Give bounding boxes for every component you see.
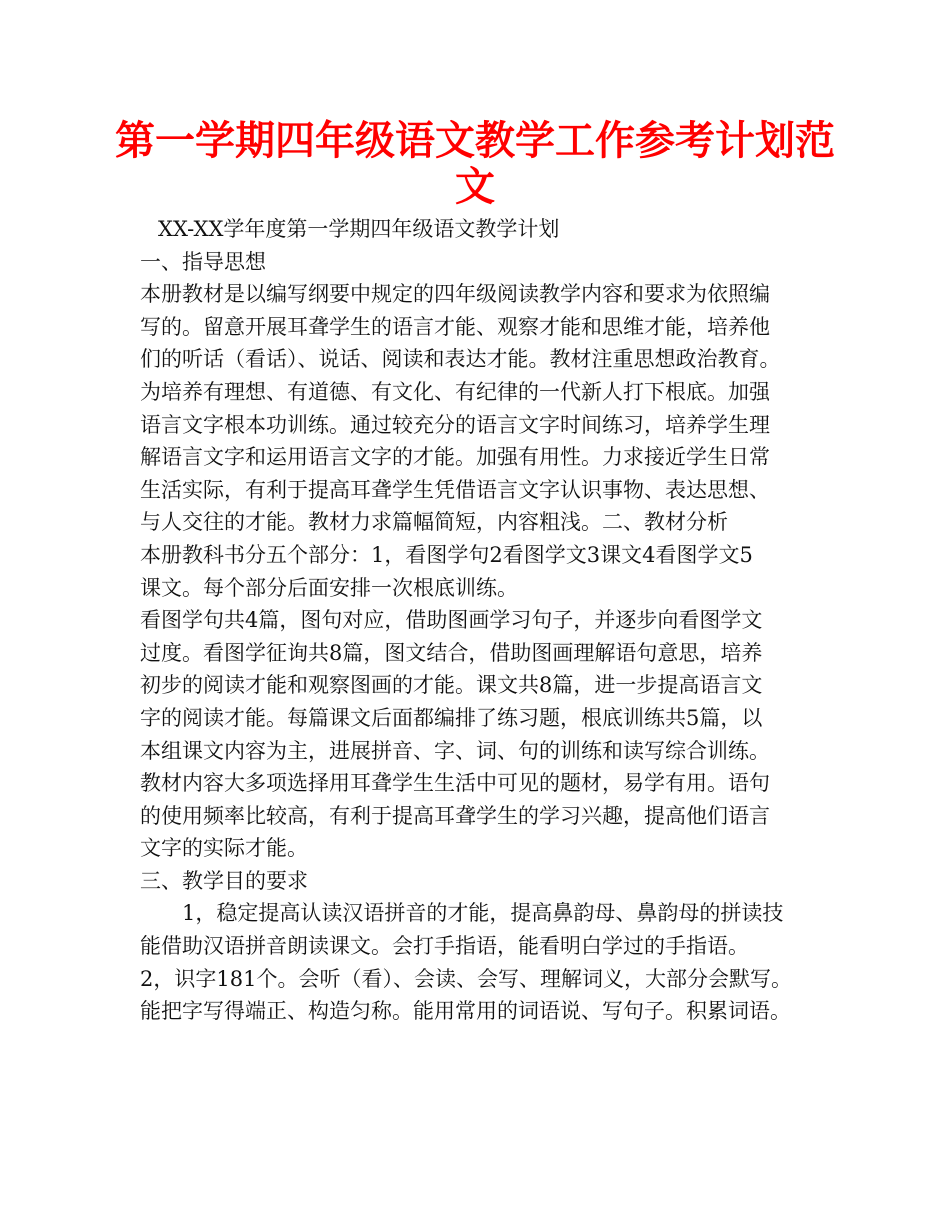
paragraph-line: 字的阅读才能。每篇课文后面都编排了练习题，根底训练共5篇，以 <box>140 705 763 730</box>
paragraph-line: 课文。每个部分后面安排一次根底训练。 <box>140 575 518 600</box>
paragraph-line: 本册教科书分五个部分：1，看图学句2看图学文3课文4看图学文5 <box>140 542 753 567</box>
document-title <box>110 118 840 210</box>
paragraph-line: 1，稳定提高认读汉语拼音的才能，提高鼻韵母、鼻韵母的拼读技 <box>182 901 784 926</box>
paragraph-line: 的使用频率比较高，有利于提高耳聋学生的学习兴趣，提高他们语言 <box>140 803 770 828</box>
paragraph-line: 能把字写得端正、构造匀称。能用常用的词语说、写句子。积累词语。 <box>140 999 791 1024</box>
paragraph-line: 看图学句共4篇，图句对应，借助图画学习句子，并逐步向看图学文 <box>140 608 763 633</box>
paragraph-line: 解语言文字和运用语言文字的才能。加强有用性。力求接近学生日常 <box>140 445 770 470</box>
paragraph-line: 语言文字根本功训练。通过较充分的语言文字时间练习，培养学生理 <box>140 412 770 437</box>
paragraph-line: 本组课文内容为主，进展拼音、字、词、句的训练和读写综合训练。 <box>140 738 770 763</box>
paragraph-line: 文字的实际才能。 <box>140 836 308 861</box>
title-line-1: 第一学期四年级语文教学工作参考计划范 <box>115 118 835 164</box>
paragraph-line: 生活实际，有利于提高耳聋学生凭借语言文字认识事物、表达思想、 <box>140 477 770 502</box>
paragraph-line: 过度。看图学征询共8篇，图文结合，借助图画理解语句意思，培养 <box>140 640 763 665</box>
section-heading-guiding-ideas: 一、指导思想 <box>140 249 266 274</box>
title-line-2: 文 <box>455 164 495 210</box>
paragraph-line: 2，识字181个。会听（看）、会读、会写、理解词义，大部分会默写。 <box>140 966 792 991</box>
paragraph-line: 写的。留意开展耳聋学生的语言才能、观察才能和思维才能，培养他 <box>140 314 770 339</box>
paragraph-line: 教材内容大多项选择用耳聋学生生活中可见的题材，易学有用。语句 <box>140 771 770 796</box>
paragraph-line: 能借助汉语拼音朗读课文。会打手指语，能看明白学过的手指语。 <box>140 934 749 959</box>
paragraph-line: 本册教材是以编写纲要中规定的四年级阅读教学内容和要求为依照编 <box>140 282 770 307</box>
section-heading-teaching-goals: 三、教学目的要求 <box>140 868 308 893</box>
subtitle-line: XX-XX学年度第一学期四年级语文教学计划 <box>158 217 560 241</box>
paragraph-line: 们的听话（看话）、说话、阅读和表达才能。教材注重思想政治教育。 <box>140 347 781 372</box>
document-body <box>140 213 820 1028</box>
paragraph-line: 初步的阅读才能和观察图画的才能。课文共8篇，进一步提高语言文 <box>140 673 763 698</box>
paragraph-line: 为培养有理想、有道德、有文化、有纪律的一代新人打下根底。加强 <box>140 379 770 404</box>
paragraph-line: 与人交往的才能。教材力求篇幅简短，内容粗浅。二、教材分析 <box>140 510 728 535</box>
